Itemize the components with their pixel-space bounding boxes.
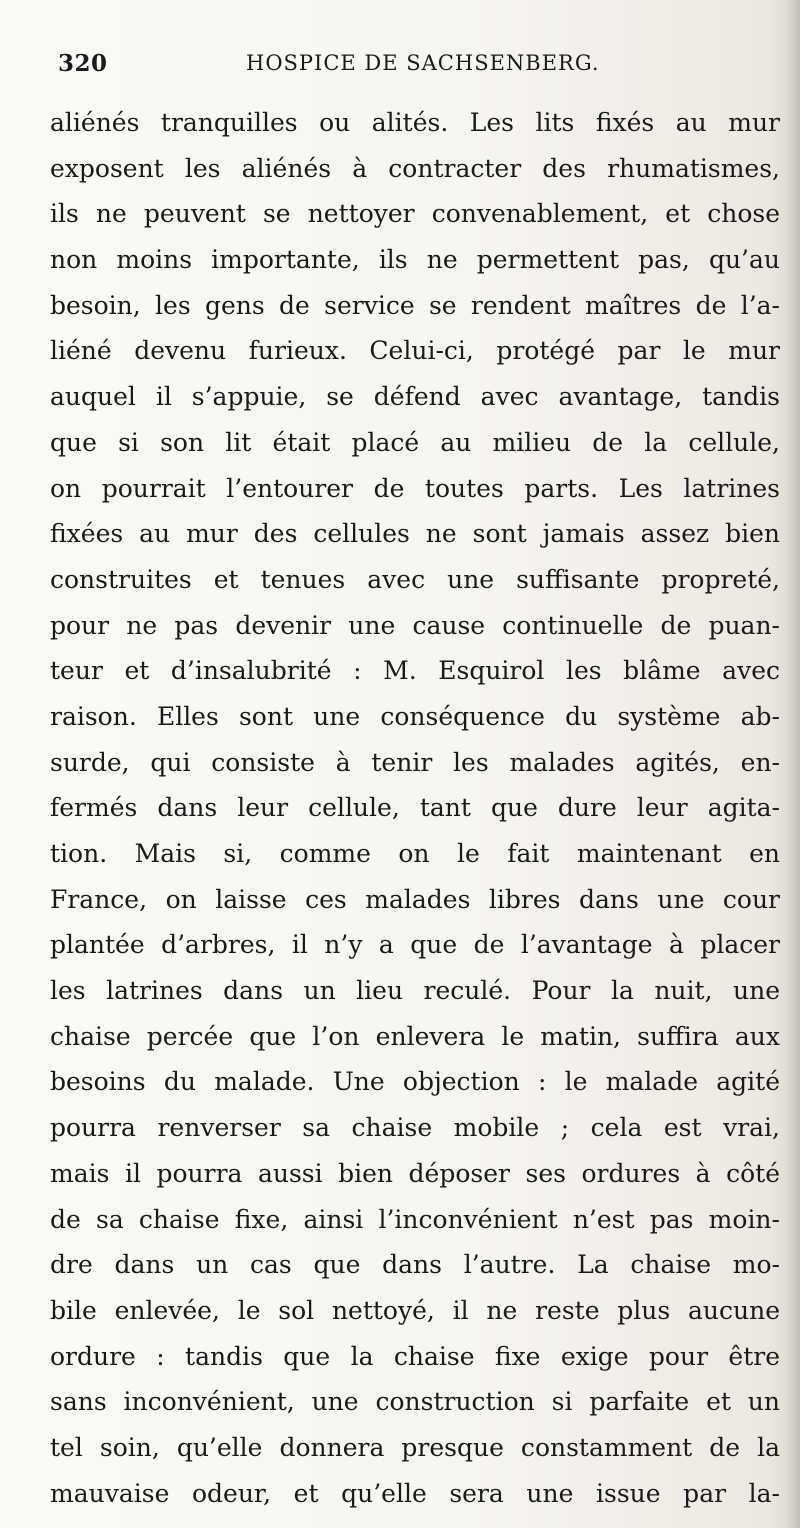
text-line: on pourrait l’entourer de toutes parts. Les latrines (50, 473, 780, 503)
text-line: exposent les aliénés à contracter des rhumatismes, (50, 153, 780, 183)
text-line: mais il pourra aussi bien déposer ses ordures à côté (50, 1158, 780, 1188)
page-header (58, 44, 758, 84)
text-line: construites et tenues avec une suffisante propreté, (50, 564, 780, 594)
text-line: que si son lit était placé au milieu de la cellule, (50, 427, 780, 457)
text-line: ordure : tandis que la chaise fixe exige pour être (50, 1341, 780, 1371)
text-line: pourra renverser sa chaise mobile ; cela est vrai, (50, 1113, 780, 1143)
text-line: bile enlevée, le sol nettoyé, il ne reste plus aucune (50, 1295, 780, 1325)
text-line: surde, qui consiste à tenir les malades agités, en- (50, 747, 780, 777)
text-line: plantée d’arbres, il n’y a que de l’avantage à placer (50, 930, 780, 960)
text-line: mauvaise odeur, et qu’elle sera une issue par la- (50, 1478, 780, 1508)
text-line: non moins importante, ils ne permettent pas, qu’au (50, 245, 780, 275)
text-line: teur et d’insalubrité : M. Esquirol les blâme avec (50, 656, 780, 686)
text-line: pour ne pas devenir une cause continuelle de puan- (50, 610, 780, 640)
text-line: tel soin, qu’elle donnera presque constamment de la (50, 1432, 780, 1462)
text-line: besoin, les gens de service se rendent maîtres de l’a- (50, 290, 780, 320)
text-line: aliénés tranquilles ou alités. Les lits fixés au mur (50, 108, 780, 137)
text-line: France, on laisse ces malades libres dans une cour (50, 884, 780, 914)
text-line: ils ne peuvent se nettoyer convenablement, et chose (50, 199, 780, 229)
text-line: fermés dans leur cellule, tant que dure leur agita- (50, 793, 780, 823)
running-head: HOSPICE DE SACHSENBERG. (246, 51, 600, 75)
text-line: auquel il s’appuie, se défend avec avantage, tandis (50, 382, 780, 412)
text-line: les latrines dans un lieu reculé. Pour la nuit, une (50, 976, 780, 1006)
text-line: tion. Mais si, comme on le fait maintenant en (50, 839, 780, 868)
text-line: liéné devenu furieux. Celui-ci, protégé par le mur (50, 336, 780, 366)
page-edge-shadow (786, 0, 800, 1528)
page-number: 320 (58, 50, 108, 77)
text-line: chaise percée que l’on enlevera le matin, suffira aux (50, 1021, 780, 1051)
text-line: sans inconvénient, une construction si parfaite et un (50, 1387, 780, 1417)
text-line: besoins du malade. Une objection : le malade agité (50, 1067, 780, 1097)
body-text (50, 100, 780, 1516)
text-line: fixées au mur des cellules ne sont jamais assez bien (50, 519, 780, 549)
text-line: de sa chaise fixe, ainsi l’inconvénient n’est pas moin- (50, 1204, 780, 1234)
text-line: dre dans un cas que dans l’autre. La chaise mo- (50, 1250, 780, 1280)
text-line: raison. Elles sont une conséquence du système ab- (50, 701, 780, 731)
